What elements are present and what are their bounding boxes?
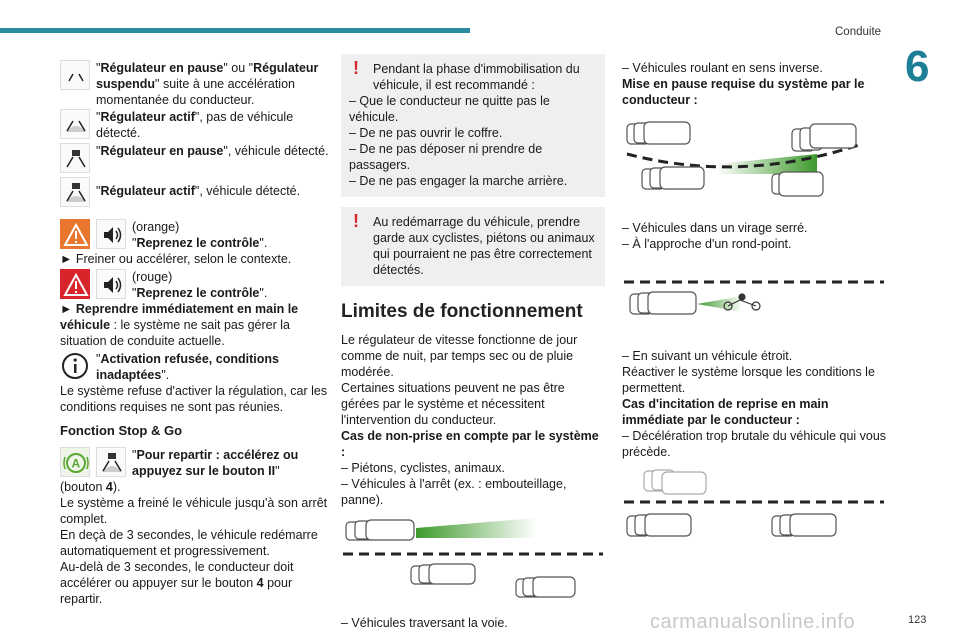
indicator-row: "Régulateur actif", pas de véhicule détecté. <box>60 109 330 141</box>
warning-icon: ! <box>353 211 359 231</box>
alert-row-red: (rouge) "Reprenez le contrôle". <box>60 269 330 301</box>
illustration-sudden-deceleration <box>622 466 890 551</box>
info-row: "Activation refusée, conditions inadaptées". <box>60 351 330 383</box>
watermark: carmanualsonline.info <box>650 611 856 633</box>
illustration-crossing-vehicles <box>341 514 605 609</box>
column-1: "Régulateur en pause" ou "Régulateur suspendu" suite à une accélération momentanée du conducteur. "Régulateur actif", pas de véhicule détecté. "Régulateur en pause", véhicule détecté. "Régulateur actif", véhicule détecté. (orange) "Reprenez le contrôle". ► Freiner ou accélérer, selon le contexte. (rouge) "Reprenez le contrôle". ► Reprendre immédiatement en main le véhicule : le système ne sait pas gérer la situation de conduite actuelle. "Activation refusée, conditions inadaptées". Le système refuse d'activer la régulation, car les conditions requises ne sont pas réunies. Fonction Stop & Go A "Pour repartir : accélérez ou appuyez sur le bouton II" (bouton 4). Le système a freiné le véhicule jusqu'à son arrêt complet. En deçà de 3 secondes, le véhicule redémarre automatiquement et progressivement. Au-delà de 3 secondes, le conducteur doit accélérer ou appuyer sur le bouton 4 pour repartir. <box>60 61 329 606</box>
regulator-active-vehicle-icon <box>60 177 90 207</box>
regulator-paused-vehicle-icon <box>60 143 90 173</box>
regulator-vehicle-icon <box>96 447 126 477</box>
indicator-row: "Régulateur actif", véhicule détecté. <box>60 177 330 207</box>
red-alert-icon <box>60 269 90 299</box>
section-title: Conduite <box>835 26 882 38</box>
indicator-row: "Régulateur en pause", véhicule détecté. <box>60 143 330 173</box>
header-accent-bar <box>0 28 470 33</box>
page-number: 123 <box>908 614 927 626</box>
warning-icon: ! <box>353 58 359 78</box>
sound-icon <box>96 269 126 299</box>
sound-icon <box>96 219 126 249</box>
indicator-row: "Régulateur en pause" ou "Régulateur suspendu" suite à une accélération momentanée du conducteur. <box>60 60 330 108</box>
stop-go-green-icon <box>60 447 90 477</box>
column-2: ! Pendant la phase d'immobilisation du véhicule, il est recommandé : – Que le conducteur ne quitte pas le véhicule. – De ne pas ouvrir le coffre. – De ne pas déposer ni prendre de passagers. – De ne pas engager la marche arrière. ! Au redémarrage du véhicule, prendre garde aux cyclistes, piétons ou animaux qui pourraient ne pas être correctement détectés. Limites de fonctionnement Le régulateur de vitesse fonctionne de jour comme de nuit, par temps sec ou de pluie modérée. Certaines situations peuvent ne pas être gérées par le système et nécessitent l'intervention du conducteur. Cas de non-prise en compte par le système : – Piétons, cyclistes, animaux. – Véhicules à l'arrêt (ex. : embouteillage, panne). – Véhicules traversant la voie. <box>341 54 605 631</box>
orange-alert-icon <box>60 219 90 249</box>
illustration-tight-curve <box>622 114 890 214</box>
info-icon <box>60 351 90 381</box>
regulator-paused-icon <box>60 60 90 90</box>
column-3: – Véhicules roulant en sens inverse. Mise en pause requise du système par le conducteur : – Véhicules dans un virage serré. – À l'approche d'un rond-point. – En suivant un véhicule étroit. Réactiver le système lorsque les conditions le permettent. Cas d'incitation de reprise en main immédiate par le conducteur : – Décélération trop brutale du véhicule qui vous précède. <box>622 60 890 557</box>
warning-box-restart: ! Au redémarrage du véhicule, prendre garde aux cyclistes, piétons ou animaux qui pourraient ne pas être correctement détectés. <box>341 207 605 286</box>
warning-box-immobilisation: ! Pendant la phase d'immobilisation du véhicule, il est recommandé : – Que le conducteur ne quitte pas le véhicule. – De ne pas ouvrir le coffre. – De ne pas déposer ni prendre de passagers. – De ne pas engager la marche arrière. <box>341 54 605 197</box>
chapter-number: 6 <box>905 42 930 91</box>
alert-row-orange: (orange) "Reprenez le contrôle". <box>60 219 330 251</box>
stop-go-title: Fonction Stop & Go <box>60 423 183 438</box>
svg-text:A: A <box>71 456 81 471</box>
stop-go-row: A "Pour repartir : accélérez ou appuyez sur le bouton II" <box>60 447 330 479</box>
regulator-active-icon <box>60 109 90 139</box>
section-heading: Limites de fonctionnement <box>341 301 583 322</box>
illustration-narrow-vehicle <box>622 272 890 342</box>
